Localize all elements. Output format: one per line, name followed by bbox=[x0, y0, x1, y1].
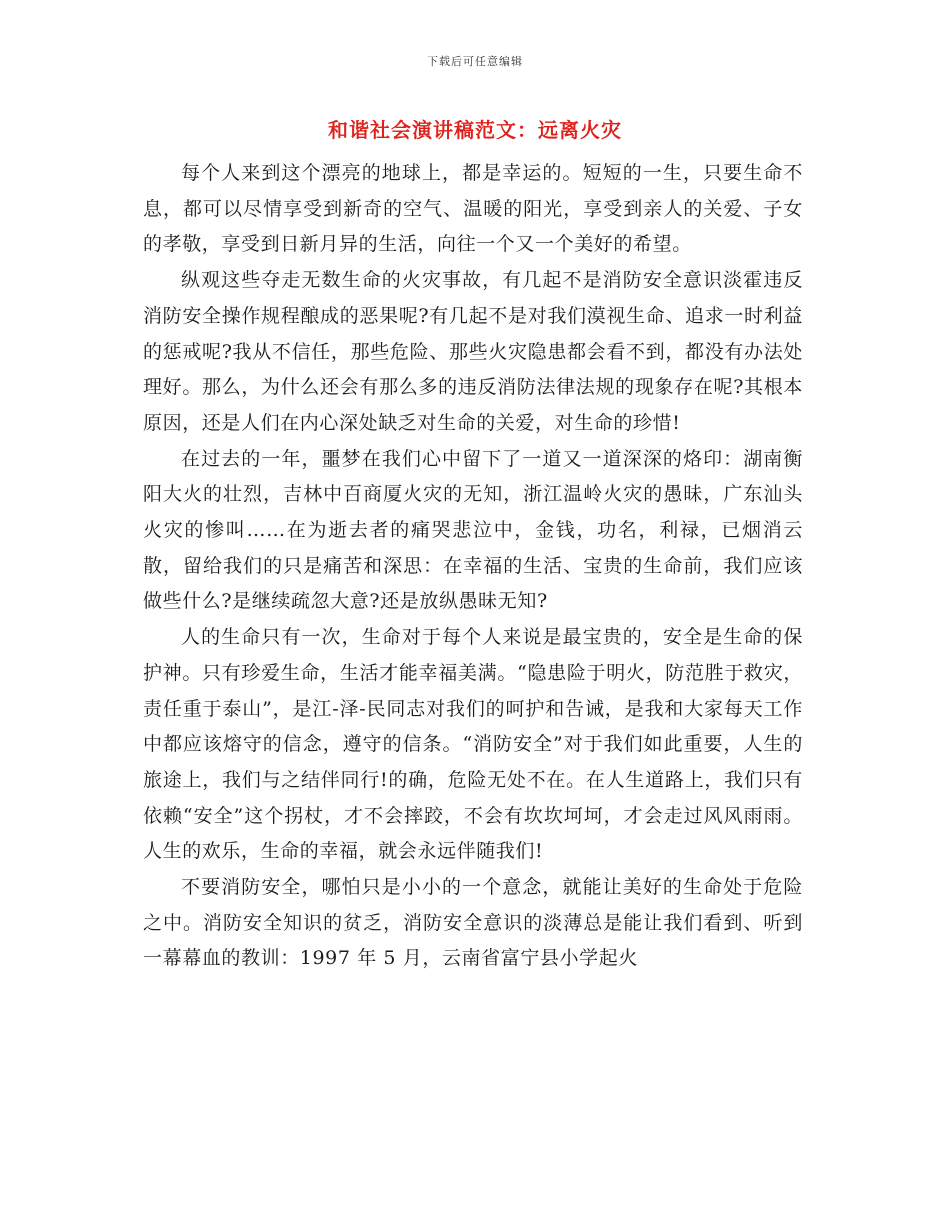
paragraph: 在过去的一年，噩梦在我们心中留下了一道又一道深深的烙印：湖南衡阳大火的壮烈，吉林中百商厦火灾的无知，浙江温岭火灾的愚昧，广东汕头火灾的惨叫……在为逝去者的痛哭悲泣中，金钱，功名，利禄，已烟消云散，留给我们的只是痛苦和深思：在幸福的生活、宝贵的生命前，我们应该做些什么?是继续疏忽大意?还是放纵愚昧无知? bbox=[143, 447, 803, 613]
header-note: 下载后可任意编辑 bbox=[427, 55, 523, 68]
paragraph: 不要消防安全，哪怕只是小小的一个意念，就能让美好的生命处于危险之中。消防安全知识的贫乏，消防安全意识的淡薄总是能让我们看到、听到一幕幕血的教训：1997 年 5 月，云南省富宁县小学起火 bbox=[143, 876, 803, 970]
document-body bbox=[143, 156, 803, 977]
paragraph: 每个人来到这个漂亮的地球上，都是幸运的。短短的一生，只要生命不息，都可以尽情享受到新奇的空气、温暖的阳光，享受到亲人的关爱、子女的孝敬，享受到日新月异的生活，向往一个又一个美好的希望。 bbox=[143, 162, 803, 256]
paragraph: 人的生命只有一次，生命对于每个人来说是最宝贵的，安全是生命的保护神。只有珍爱生命，生活才能幸福美满。“隐患险于明火，防范胜于救灾，责任重于泰山”，是江-泽-民同志对我们的呵护和告诫，是我和大家每天工作中都应该熔守的信念，遵守的信条。“消防安全”对于我们如此重要，人生的旅途上，我们与之结伴同行!的确，危险无处不在。在人生道路上，我们只有依赖“安全”这个拐杖，才不会摔跤，不会有坎坎坷坷，才会走过风风雨雨。人生的欢乐，生命的幸福，就会永远伴随我们! bbox=[143, 626, 803, 863]
document-title: 和谐社会演讲稿范文：远离火灾 bbox=[328, 118, 622, 142]
paragraph: 纵观这些夺走无数生命的火灾事故，有几起不是消防安全意识淡霍违反消防安全操作规程酿成的恶果呢?有几起不是对我们漠视生命、追求一时利益的惩戒呢?我从不信任，那些危险、那些火灾隐患都会看不到，都没有办法处理好。那么，为什么还会有那么多的违反消防法律法规的现象存在呢?其根本原因，还是人们在内心深处缺乏对生命的关爱，对生命的珍惜! bbox=[143, 269, 803, 434]
